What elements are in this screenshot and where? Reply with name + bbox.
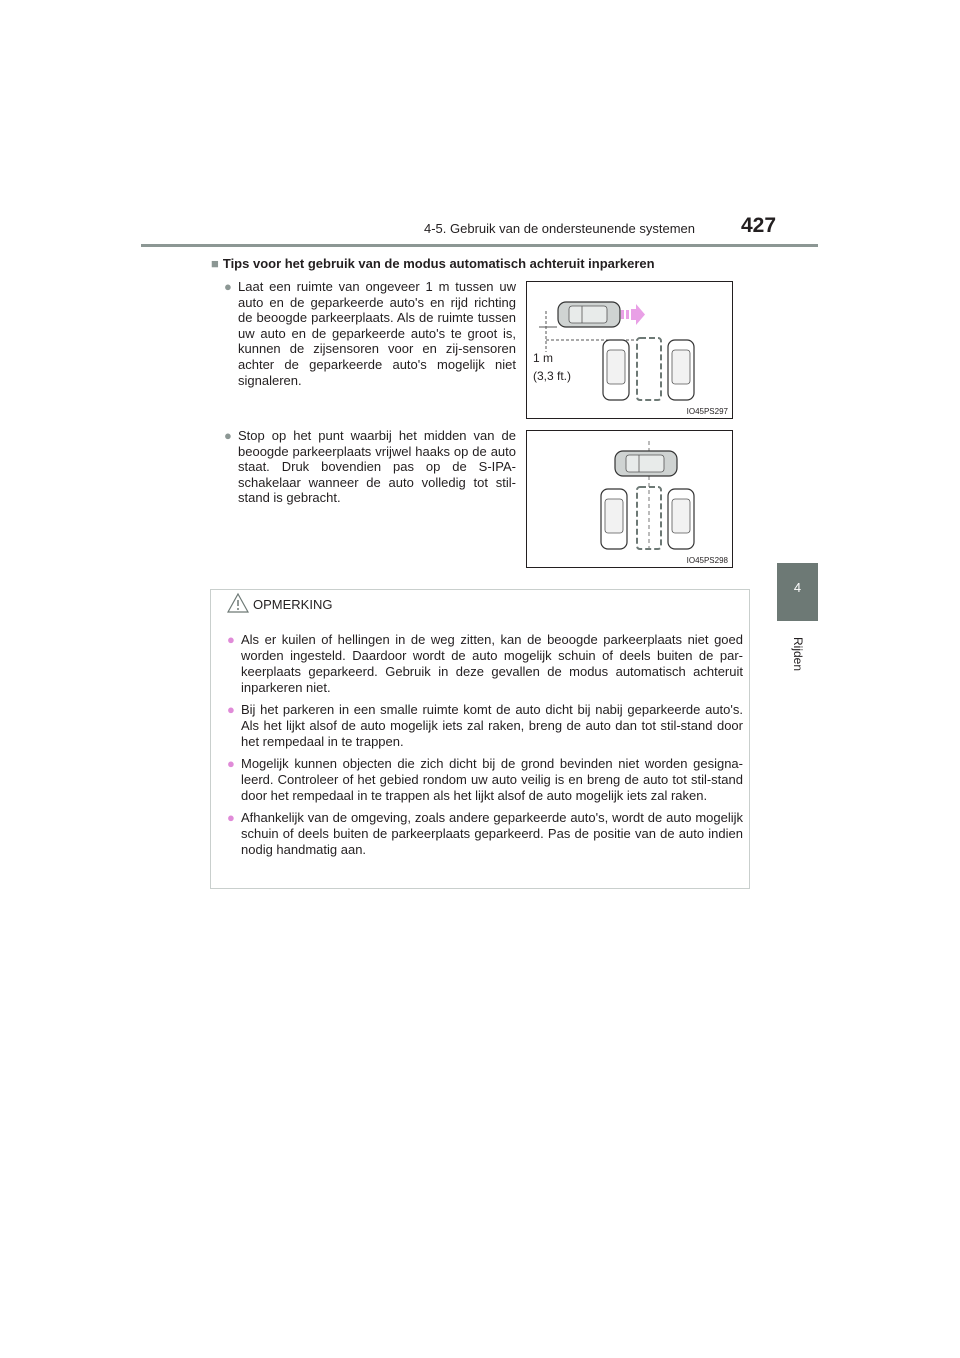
notice-box (210, 589, 750, 889)
chapter-label-wrapper (780, 636, 816, 672)
section-heading-text: Tips voor het gebruik van de modus automatisch achteruit inparkeren (222, 256, 655, 271)
notice-item (227, 810, 743, 858)
parked-car-right-icon (668, 489, 694, 549)
figure-parking-distance (526, 281, 733, 419)
tip-item-2 (224, 428, 516, 506)
moving-car-icon (558, 302, 620, 327)
distance-label-imperial: (3,3 ft.) (533, 369, 572, 383)
chapter-tab (777, 563, 818, 621)
parked-car-left-icon (601, 489, 627, 549)
notice-item (227, 756, 743, 804)
notice-list (227, 632, 743, 864)
warning-triangle-icon (227, 592, 249, 614)
bullet-icon: ● (227, 702, 235, 717)
header-section-title: 4-5. Gebruik van de ondersteunende systemen (424, 221, 696, 236)
tip-text-2: Stop op het punt waarbij het midden van de beoogde parkeerplaats vrijwel haaks op de auto staat. Druk bovendien pas op de S-IPA-schakelaar wanneer de auto volledig tot stil-stand is gebracht. (238, 428, 516, 506)
bullet-icon: ● (227, 756, 235, 771)
page-number: 427 (741, 214, 777, 237)
header-divider (141, 244, 818, 247)
notice-title: OPMERKING (253, 597, 333, 612)
stop-position-illustration (527, 431, 732, 567)
section-heading (211, 256, 655, 271)
figure-stop-position (526, 430, 733, 568)
arrow-right-icon (621, 304, 645, 325)
notice-item (227, 632, 743, 696)
figure-code: IO45PS298 (686, 556, 728, 565)
bullet-icon: ● (227, 632, 235, 647)
heading-square-icon: ■ (211, 256, 219, 271)
stopped-car-icon (615, 451, 677, 476)
parking-distance-illustration (527, 282, 732, 418)
bullet-icon: ● (227, 810, 235, 825)
parked-car-left-icon (603, 340, 629, 400)
bullet-icon: ● (224, 428, 232, 443)
distance-label: 1 m (533, 351, 554, 365)
tip-text-1: Laat een ruimte van ongeveer 1 m tussen uw auto en de geparkeerde auto's en rijd richting de beoogde parkeerplaats. Als de ruimte tussen uw auto en de geparkeerde auto's te groot is, kunnen de zijsensoren voor en zij-sensoren achter de geparkeerde auto's mogelijk niet signaleren. (238, 279, 516, 388)
parked-car-right-icon (668, 340, 694, 400)
notice-item-text: Afhankelijk van de omgeving, zoals andere geparkeerde auto's, wordt de auto mogelijk schuin of deels buiten de parkeerplaats geparkeerd. Pas de positie van de auto indien nodig handmatig aan. (241, 810, 743, 857)
chapter-number: 4 (793, 580, 802, 595)
figure-code: IO45PS297 (686, 407, 728, 416)
tip-item-1 (224, 279, 516, 388)
notice-item (227, 702, 743, 750)
notice-item-text: Bij het parkeren in een smalle ruimte komt de auto dicht bij nabij geparkeerde auto's. Als het lijkt alsof de auto mogelijk iets zal raken, breng de auto dan tot stil-stand door het rempedaal in te trappen. (241, 702, 743, 749)
bullet-icon: ● (224, 279, 232, 294)
notice-item-text: Mogelijk kunnen objecten die zich dicht bij de grond bevinden niet worden gesigna-leerd. Controleer of het gebied rondom uw auto veilig is en breng de auto tot stil-stand door het rempedaal in te trappen als het lijkt alsof de auto mogelijk iets zal raken. (241, 756, 743, 803)
chapter-label: Rijden (791, 636, 805, 672)
notice-item-text: Als er kuilen of hellingen in de weg zitten, kan de beoogde parkeerplaats niet goed worden ingesteld. Daardoor wordt de auto mogelijk schuin of deels buiten de par-keerplaats geparkeerd. Gebruik in deze gevallen de modus automatisch achteruit inparkeren niet. (241, 632, 743, 695)
